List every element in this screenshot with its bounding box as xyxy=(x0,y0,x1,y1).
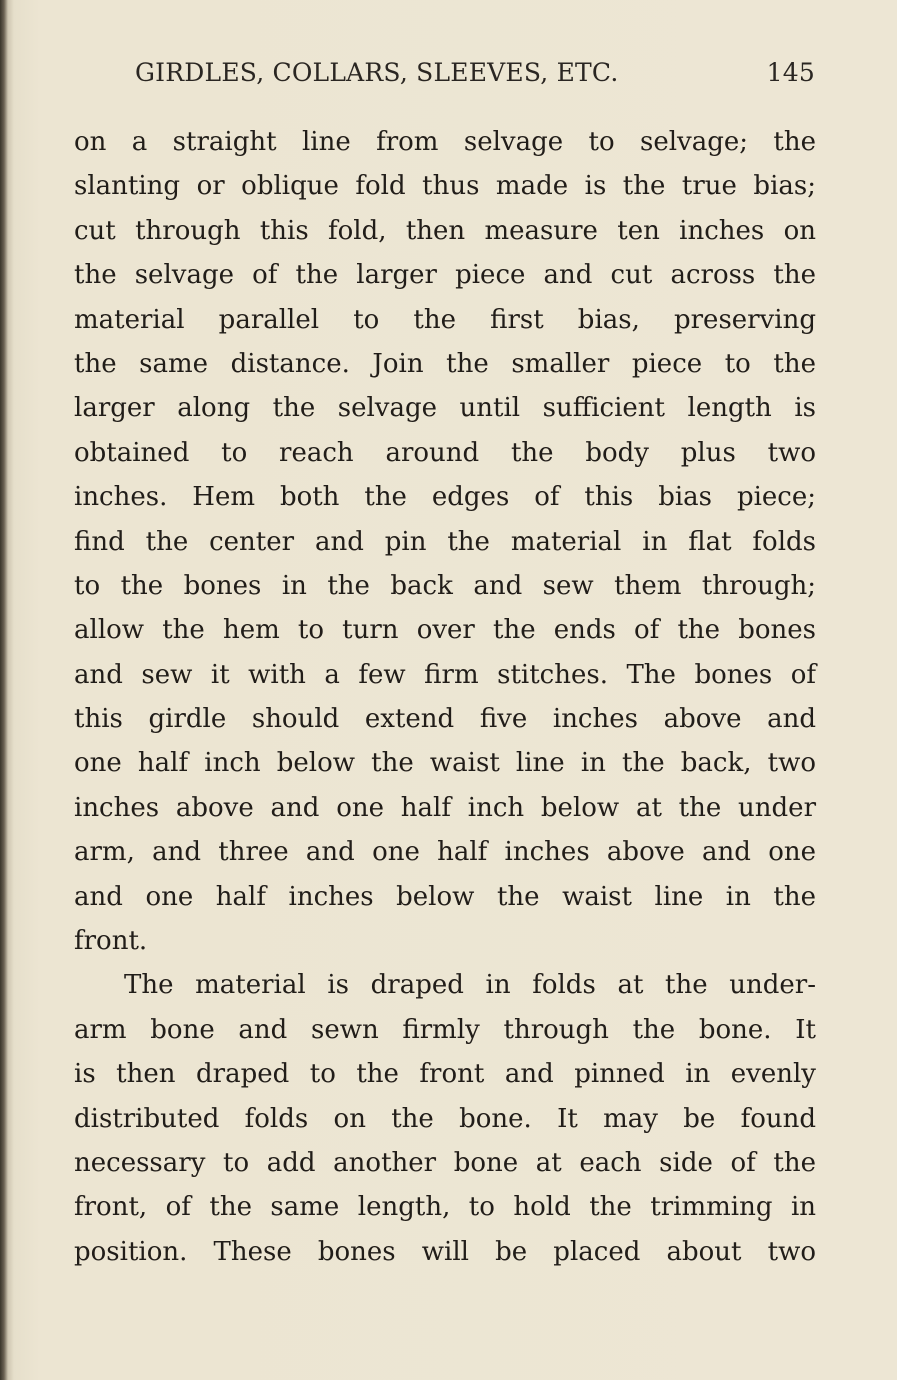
text-line: arm bone and sewn firmly through the bone. It xyxy=(74,1014,816,1045)
text-line: one half inch below the waist line in the back, two xyxy=(74,748,816,779)
text-line: position. These bones will be placed about two xyxy=(74,1236,816,1267)
text-line: arm, and three and one half inches above and one xyxy=(74,837,816,868)
text-line: material parallel to the first bias, preserving xyxy=(74,304,816,335)
text-line: distributed folds on the bone. It may be found xyxy=(74,1103,816,1134)
paragraph-1 xyxy=(74,120,816,963)
text-line: the same distance. Join the smaller piece to the xyxy=(74,348,816,379)
running-head: GIRDLES, COLLARS, SLEEVES, ETC. xyxy=(135,58,619,87)
text-line: front. xyxy=(74,926,148,957)
text-line: cut through this fold, then measure ten inches on xyxy=(74,215,816,246)
text-line: slanting or oblique fold thus made is the true bias; xyxy=(74,171,816,202)
text-line: find the center and pin the material in flat folds xyxy=(74,526,816,557)
text-line: the selvage of the larger piece and cut across the xyxy=(74,260,816,291)
page-number: 145 xyxy=(766,58,815,87)
text-line: on a straight line from selvage to selvage; the xyxy=(74,127,816,157)
text-line: allow the hem to turn over the ends of the bones xyxy=(74,615,816,646)
text-line: and one half inches below the waist line in the xyxy=(74,881,816,912)
text-line: to the bones in the back and sew them through; xyxy=(74,570,816,601)
text-line: larger along the selvage until sufficient length is xyxy=(74,393,816,424)
text-line: inches. Hem both the edges of this bias piece; xyxy=(74,482,816,513)
text-line: The material is draped in folds at the under- xyxy=(124,970,816,1001)
text-line: obtained to reach around the body plus two xyxy=(74,437,816,468)
text-line: and sew it with a few firm stitches. The bones of xyxy=(74,659,816,690)
text-line: inches above and one half inch below at the under xyxy=(74,792,816,823)
body-text xyxy=(74,120,816,1274)
text-line: is then draped to the front and pinned in evenly xyxy=(74,1059,816,1090)
text-line: this girdle should extend five inches above and xyxy=(74,704,816,735)
text-line: necessary to add another bone at each side of the xyxy=(74,1147,816,1178)
page-header xyxy=(135,52,825,92)
text-line: front, of the same length, to hold the trimming in xyxy=(74,1192,816,1223)
paragraph-2 xyxy=(74,963,816,1274)
